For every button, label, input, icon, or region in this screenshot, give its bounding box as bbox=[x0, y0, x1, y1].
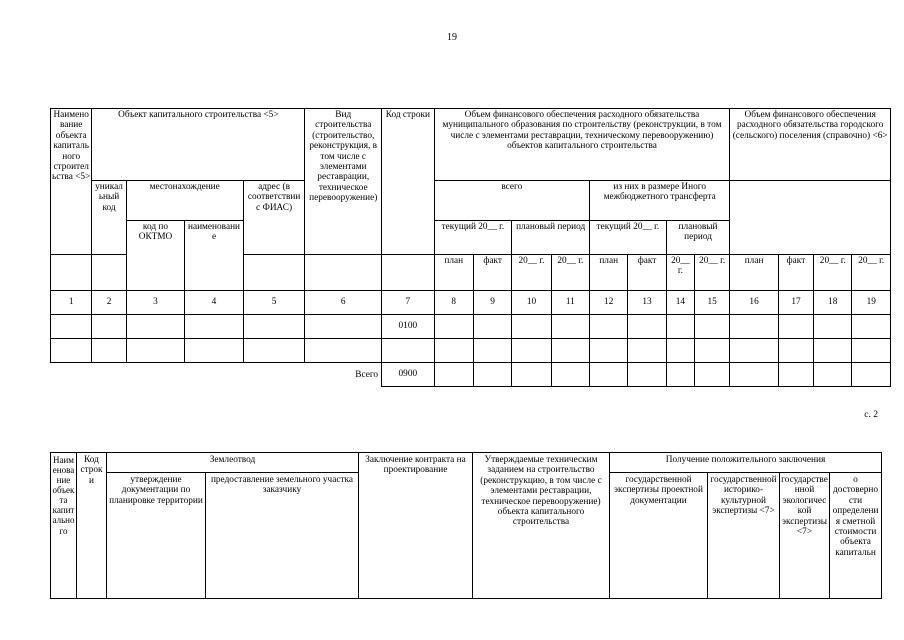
column-number: 5 bbox=[243, 291, 305, 315]
header-funding-municipal: Объем финансового обеспечения расходного обязательства муниципального образования по строительству (реконструкции, в том числе с элементами реставрации, техническому перевооружению) объектов капитального строительства bbox=[434, 109, 730, 181]
column-number-row bbox=[51, 291, 891, 315]
column-number: 11 bbox=[551, 291, 589, 315]
column-number: 4 bbox=[185, 291, 244, 315]
header-fact: факт bbox=[778, 255, 813, 291]
header-unique-code: уникальный код bbox=[92, 181, 126, 255]
column-number: 9 bbox=[473, 291, 511, 315]
header-land-plot: предоставление земельного участка заказчику bbox=[206, 473, 359, 599]
header-plan: план bbox=[730, 255, 778, 291]
column-number: 12 bbox=[590, 291, 628, 315]
column-number: 18 bbox=[814, 291, 852, 315]
header-current-year-total: текущий 20__ г. bbox=[434, 221, 512, 255]
total-label: Всего bbox=[355, 369, 379, 380]
column-number: 17 bbox=[778, 291, 813, 315]
header-address: адрес (в соответствии с ФИАС) bbox=[243, 181, 305, 255]
header-current-year-transfer: текущий 20__ г. bbox=[590, 221, 667, 255]
page-number: 19 bbox=[447, 32, 457, 43]
header-transfer: из них в размере Иного межбюджетного трансферта bbox=[590, 181, 730, 221]
header-planning-documentation: утверждение документации по планировке территории bbox=[107, 473, 206, 599]
header-year: 20__ г. bbox=[852, 255, 891, 291]
header-positive-conclusion: Получение положительного заключения bbox=[610, 453, 882, 473]
header-year: 20__ г. bbox=[666, 255, 694, 291]
total-row bbox=[51, 363, 891, 387]
total-code-cell: 0900 bbox=[382, 363, 434, 387]
table-row bbox=[51, 339, 891, 363]
header-planned-total: плановый период bbox=[512, 221, 590, 255]
header-location-name: наименование bbox=[185, 221, 244, 291]
column-number: 13 bbox=[628, 291, 666, 315]
header-object-name: Наименование объекта капитального bbox=[51, 453, 77, 599]
header-design-contract: Заключение контракта на проектирование bbox=[359, 453, 473, 599]
header-plan: план bbox=[590, 255, 628, 291]
column-number: 19 bbox=[852, 291, 891, 315]
column-number: 6 bbox=[305, 291, 382, 315]
row-code-cell: 0100 bbox=[382, 315, 434, 339]
header-land-allocation: Землеотвод bbox=[107, 453, 359, 473]
header-location: местонахождение bbox=[126, 181, 243, 221]
column-number: 7 bbox=[382, 291, 434, 315]
header-year: 20__ г. bbox=[695, 255, 730, 291]
column-number: 16 bbox=[730, 291, 778, 315]
header-funding-settlement: Объем финансового обеспечения расходного обязательства городского (сельского) поселения (справочно) <6> bbox=[730, 109, 891, 181]
header-row-code: Код строки bbox=[77, 453, 107, 599]
column-number: 2 bbox=[92, 291, 126, 315]
funding-table bbox=[50, 108, 891, 387]
column-number: 3 bbox=[126, 291, 185, 315]
header-cost-reliability: о достоверности определения сметной стоимости объекта капитальн bbox=[830, 473, 882, 599]
header-technical-task: Утверждаемые техническим заданием на строительство (реконструкцию, в том числе с элементами реставрации, техническое перевооружение) объекта капитального строительства bbox=[473, 453, 610, 599]
header-fact: факт bbox=[628, 255, 666, 291]
header-oktmo: код по ОКТМО bbox=[126, 221, 185, 291]
header-construction-type: Вид строительства (строительство, реконструкция, в том числе с элементами реставрации, техническое перевооружение) bbox=[305, 109, 382, 255]
column-number: 14 bbox=[666, 291, 694, 315]
header-state-expertise: государственной экспертизы проектной документации bbox=[610, 473, 708, 599]
header-year: 20__ г. bbox=[551, 255, 589, 291]
stages-table bbox=[50, 452, 882, 599]
header-plan: план bbox=[434, 255, 473, 291]
column-number: 15 bbox=[695, 291, 730, 315]
header-planned-transfer: плановый период bbox=[666, 221, 730, 255]
column-number: 10 bbox=[512, 291, 551, 315]
header-year: 20__ г. bbox=[512, 255, 551, 291]
column-number: 1 bbox=[51, 291, 92, 315]
header-row-code: Код строки bbox=[382, 109, 434, 255]
continuation-label: с. 2 bbox=[864, 410, 878, 420]
header-year: 20__ г. bbox=[814, 255, 852, 291]
header-ecological-expertise: государственной экологической экспертизы <7> bbox=[780, 473, 830, 599]
header-total: всего bbox=[434, 181, 589, 221]
header-historical-expertise: государственной историко-культурной экспертизы <7> bbox=[708, 473, 780, 599]
table-row bbox=[51, 315, 891, 339]
column-number: 8 bbox=[434, 291, 473, 315]
header-fact: факт bbox=[473, 255, 511, 291]
header-object-name: Наименование объекта капитального строительства <5> bbox=[51, 109, 92, 255]
header-object: Объект капитального строительства <5> bbox=[92, 109, 305, 181]
